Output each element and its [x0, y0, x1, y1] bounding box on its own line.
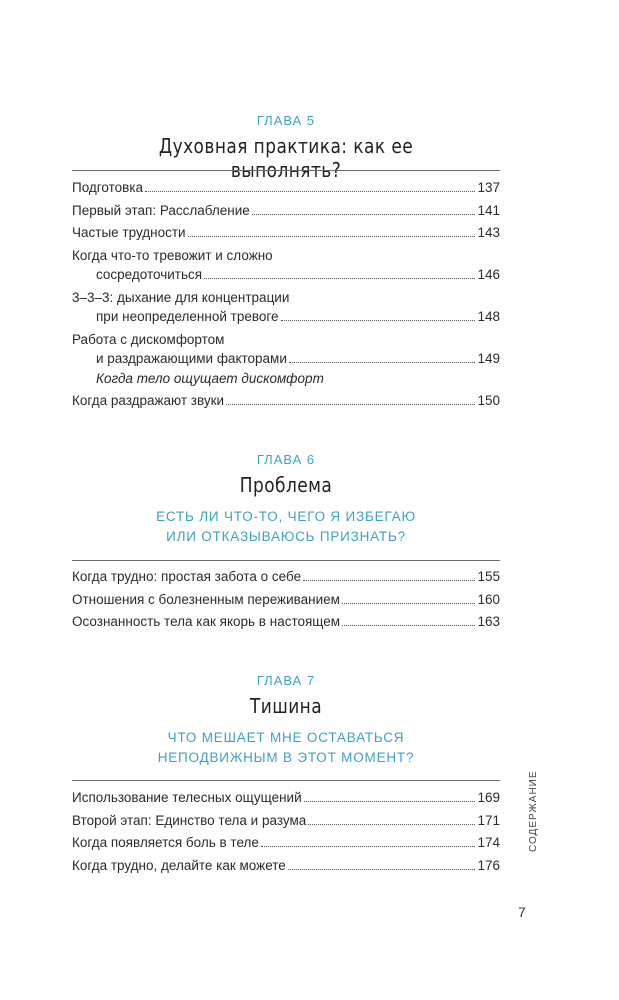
- toc-entry[interactable]: [72, 288, 500, 327]
- chapter-label: ГЛАВА 6: [256, 452, 316, 467]
- entry-page: 137: [477, 180, 500, 195]
- chapter-5-toc: [72, 178, 500, 414]
- entry-subtitle: Когда тело ощущает дискомфорт: [96, 370, 324, 386]
- entry-title: Когда появляется боль в теле: [72, 835, 259, 850]
- toc-entry[interactable]: [72, 833, 500, 853]
- leader-dots: [252, 214, 476, 215]
- leader-dots: [226, 404, 475, 405]
- leader-dots: [188, 236, 476, 237]
- entry-page: 141: [477, 202, 500, 218]
- chapter-subtitle-line: НЕПОДВИЖНЫМ В ЭТОТ МОМЕНТ?: [157, 750, 415, 765]
- toc-entry[interactable]: [72, 391, 500, 411]
- leader-dots: [204, 278, 475, 279]
- entry-title-line: Когда что-то тревожит и сложно: [72, 247, 273, 263]
- leader-dots: [308, 824, 475, 825]
- chapter-title: Проблема: [239, 473, 333, 497]
- leader-dots: [289, 362, 476, 363]
- entry-title: Частые трудности: [72, 225, 186, 240]
- chapter-subtitle-line: ЕСТЬ ЛИ ЧТО-ТО, ЧЕГО Я ИЗБЕГАЮ: [156, 509, 416, 524]
- entry-page: 146: [477, 267, 500, 282]
- entry-title: Использование телесных ощущений: [72, 790, 302, 805]
- chapter-label: ГЛАВА 7: [256, 673, 316, 688]
- chapter-label: ГЛАВА 5: [256, 113, 316, 128]
- toc-entry[interactable]: [72, 223, 500, 243]
- entry-title: Отношения с болезненным переживанием: [72, 591, 340, 607]
- toc-entry[interactable]: [72, 590, 500, 610]
- entry-page: 174: [477, 835, 500, 850]
- page-number: 7: [518, 904, 526, 920]
- leader-dots: [261, 846, 476, 847]
- entry-title-line: Работа с дискомфортом: [72, 331, 225, 347]
- entry-title: Осознанность тела как якорь в настоящем: [72, 614, 341, 629]
- chapter-6-toc: [72, 567, 500, 635]
- chapter-title: Тишина: [249, 694, 323, 718]
- toc-entry[interactable]: [72, 567, 500, 587]
- toc-entry[interactable]: [72, 178, 500, 198]
- chapter-5-header: [72, 113, 500, 182]
- chapter-title: Духовная практика: как ее выполнять?: [158, 134, 414, 182]
- chapter-subtitle: [72, 728, 500, 768]
- entry-title: Когда раздражают звуки: [72, 393, 225, 408]
- section-side-label: СОДЕРЖАНИЕ: [528, 770, 539, 852]
- chapter-7-header: [72, 673, 500, 768]
- entry-title-line: при неопределенной тревоге: [96, 309, 279, 324]
- leader-dots: [342, 603, 476, 604]
- entry-page: 148: [477, 309, 500, 324]
- entry-title-line: и раздражающими факторами: [96, 351, 287, 366]
- entry-page: 149: [477, 351, 500, 366]
- entry-title-line: 3–3–3: дыхание для концентрации: [72, 289, 290, 305]
- entry-page: 150: [477, 393, 500, 408]
- entry-title: Второй этап: Единство тела и разума: [72, 812, 307, 828]
- entry-title: Когда трудно, делайте как можете: [72, 857, 286, 873]
- leader-dots: [304, 801, 476, 802]
- entry-page: 169: [477, 790, 500, 805]
- entry-page: 171: [477, 812, 500, 828]
- entry-title: Первый этап: Расслабление: [72, 202, 250, 218]
- chapter-7-toc: [72, 788, 500, 878]
- entry-page: 160: [477, 591, 500, 607]
- chapter-6-divider: [72, 560, 500, 561]
- entry-page: 176: [477, 857, 500, 873]
- toc-entry[interactable]: [72, 856, 500, 876]
- toc-entry[interactable]: [72, 246, 500, 285]
- toc-entry[interactable]: [72, 612, 500, 632]
- leader-dots: [288, 869, 476, 870]
- entry-page: 163: [477, 614, 500, 629]
- entry-title: Подготовка: [72, 180, 144, 195]
- chapter-subtitle: [72, 507, 500, 547]
- chapter-6-header: [72, 452, 500, 547]
- leader-dots: [342, 625, 475, 626]
- leader-dots: [145, 191, 475, 192]
- toc-entry[interactable]: [72, 201, 500, 221]
- chapter-subtitle-line: ИЛИ ОТКАЗЫВАЮСЬ ПРИЗНАТЬ?: [166, 529, 406, 544]
- entry-page: 155: [477, 569, 500, 584]
- chapter-7-divider: [72, 780, 500, 781]
- toc-entry[interactable]: [72, 330, 500, 389]
- chapter-5-divider: [72, 170, 500, 171]
- chapter-subtitle-line: ЧТО МЕШАЕТ МНЕ ОСТАВАТЬСЯ: [167, 730, 405, 745]
- entry-page: 143: [477, 225, 500, 240]
- leader-dots: [281, 320, 476, 321]
- leader-dots: [303, 580, 475, 581]
- entry-title-line: сосредоточиться: [96, 267, 203, 282]
- toc-entry[interactable]: [72, 811, 500, 831]
- toc-entry[interactable]: [72, 788, 500, 808]
- entry-title: Когда трудно: простая забота о себе: [72, 569, 302, 584]
